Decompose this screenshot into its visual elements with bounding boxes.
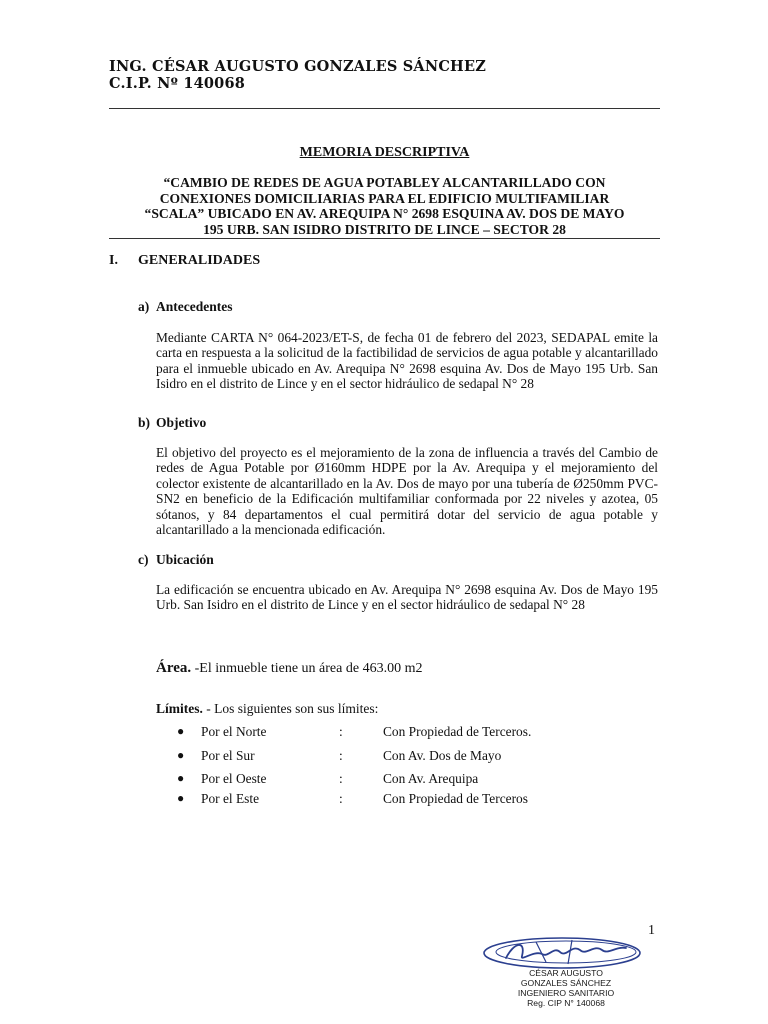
subsection-letter: b) (138, 415, 151, 430)
limit-direction: Por el Oeste (201, 771, 267, 786)
subtitle-line: CONEXIONES DOMICILIARIAS PARA EL EDIFICIO MULTIFAMILIAR (159, 190, 610, 206)
limit-item (177, 771, 657, 789)
limit-item (177, 791, 657, 809)
area-text: -El inmueble tiene un área de 463.00 m2 (191, 661, 423, 676)
limits-intro-text: - Los siguientes son sus límites: (202, 701, 379, 716)
limit-direction: Por el Sur (201, 748, 255, 763)
paragraph-objetivo: El objetivo del proyecto es el mejoramiento de la zona de influencia a través del Cambio de redes de Agua Potable por Ø160mm HDPE por la Av. Arequipa y el mejoramiento del colector existente de alcantarillado en la Av. Dos de mayo por una tubería de Ø250mm PVC-SN2 en beneficio de la Edificación multifamiliar conformada por 22 niveles y azotea, 05 sótanos, y 84 departamentos el cual permitirá dotar del servicio de agua potable y alcantarillado a la mencionada edificación. (156, 445, 658, 538)
limits-label: Límites. (156, 701, 203, 716)
subtitle-line: “CAMBIO DE REDES DE AGUA POTABLEY ALCANTARILLADO CON (163, 175, 606, 190)
subtitle-line: “SCALA” UBICADO EN AV. AREQUIPA N° 2698 ESQUINA AV. DOS DE MAYO (144, 206, 625, 222)
limit-direction: Por el Norte (201, 724, 267, 739)
subsection-title-objetivo: Objetivo (156, 415, 207, 430)
limit-colon: : (339, 724, 343, 739)
header-divider (109, 108, 660, 109)
engineer-cip: C.I.P. Nº 140068 (109, 75, 246, 92)
title-divider (109, 238, 660, 239)
stamp-line: CÉSAR AUGUSTO (529, 968, 603, 978)
limit-direction: Por el Este (201, 791, 260, 806)
bullet-icon: ● (177, 748, 185, 762)
bullet-icon: ● (177, 724, 185, 738)
limit-value: Con Propiedad de Terceros (383, 791, 528, 806)
paragraph-antecedentes: Mediante CARTA N° 064-2023/ET-S, de fecha 01 de febrero del 2023, SEDAPAL emite la carta en respuesta a la solicitud de la factibilidad de servicios de agua potable y alcantarillado para el inmueble ubicado en Av. Arequipa N° 2698 esquina Av. Dos de Mayo 195 Urb. San Isidro en el distrito de Lince y en el sector hidráulico de sedapal N° 28 (156, 330, 658, 392)
limit-item (177, 724, 657, 742)
limit-colon: : (339, 748, 343, 763)
subsection-letter: c) (138, 552, 149, 567)
page-number: 1 (648, 923, 655, 938)
limit-item (177, 748, 657, 766)
limit-value: Con Av. Dos de Mayo (383, 748, 502, 763)
document-subtitle (109, 175, 660, 237)
subsection-title-ubicacion: Ubicación (156, 552, 214, 567)
section-number: I. (109, 253, 118, 268)
signature-stamp (476, 928, 656, 1018)
section-title: GENERALIDADES (138, 253, 261, 268)
engineer-name: ING. CÉSAR AUGUSTO GONZALES SÁNCHEZ (109, 58, 486, 75)
document-title: MEMORIA DESCRIPTIVA (299, 145, 470, 160)
limit-colon: : (339, 791, 343, 806)
paragraph-ubicacion: La edificación se encuentra ubicado en Av. Arequipa N° 2698 esquina Av. Dos de Mayo 195 Urb. San Isidro en el distrito de Lince y en el sector hidráulico de sedapal N° 28 (156, 582, 658, 613)
subsection-title-antecedentes: Antecedentes (156, 299, 233, 314)
limit-colon: : (339, 771, 343, 786)
subtitle-line: 195 URB. SAN ISIDRO DISTRITO DE LINCE – SECTOR 28 (203, 221, 566, 237)
bullet-icon: ● (177, 771, 185, 785)
limit-value: Con Propiedad de Terceros. (383, 724, 532, 739)
stamp-line: GONZALES SÁNCHEZ (520, 978, 612, 988)
limits-intro (156, 700, 378, 718)
stamp-line: INGENIERO SANITARIO (517, 988, 615, 998)
area-label: Área. (156, 660, 192, 676)
subsection-letter: a) (138, 299, 150, 314)
limit-value: Con Av. Arequipa (383, 771, 479, 786)
bullet-icon: ● (177, 791, 185, 805)
stamp-line: Reg. CIP N° 140068 (527, 998, 605, 1008)
area-line (156, 659, 422, 677)
